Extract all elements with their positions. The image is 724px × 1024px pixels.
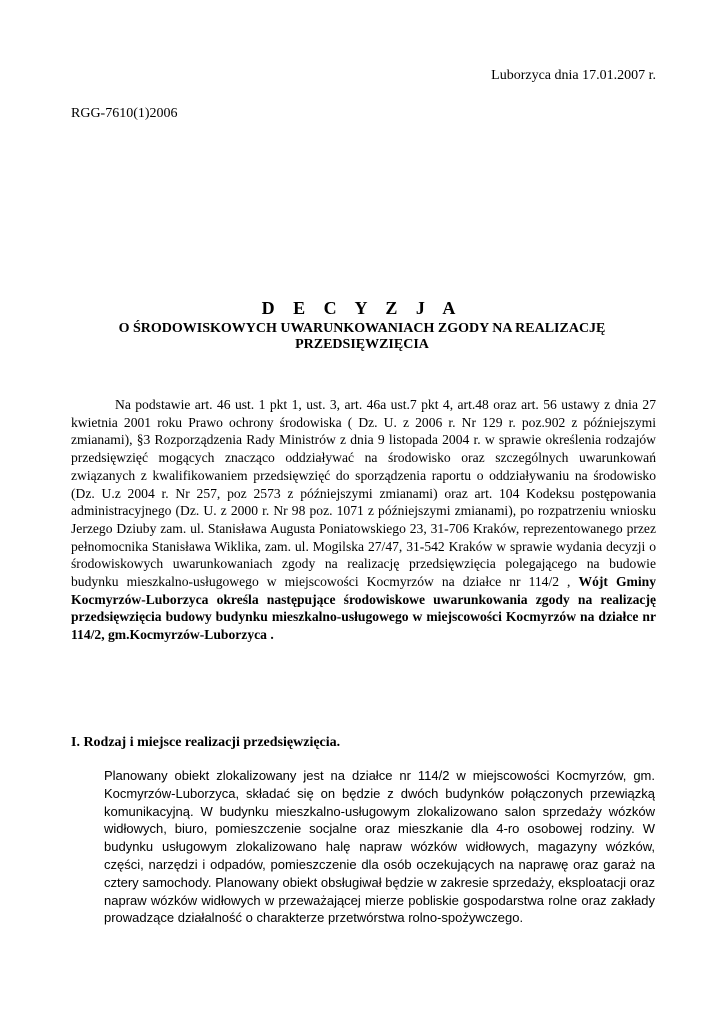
legal-basis-text: Na podstawie art. 46 ust. 1 pkt 1, ust. 3, art. 46a ust.7 pkt 4, art.48 oraz art. 56 ustawy z dnia 27 kwietnia 2001 roku Prawo ochrony środowiska ( Dz. U. z 2006 r. Nr 129 r. poz.902 z późniejszymi zmianami), §3 Rozporządzenia Rady Ministrów z dnia 9 listopada 2004 r. w sprawie określenia rodzajów przedsięwzięć mogących znacząco oddziaływać na środowisko oraz szczególnych uwarunkowań związanych z kwalifikowaniem przedsięwzięć do sporządzenia raportu o oddziaływaniu na środowisko (Dz. U.z 2004 r. Nr 257, poz 2573 z późniejszymi zmianami) oraz art. 104 Kodeksu postępowania administracyjnego (Dz. U. z 2000 r. Nr 98 poz. 1071 z późniejszymi zmianami), po rozpatrzeniu wniosku Jerzego Dziuby zam. ul. Stanisława Augusta Poniatowskiego 23, 31-706 Kraków, reprezentowanego przez pełnomocnika Stanisława Wiklika, zam. ul. Mogilska 27/47, 31-542 Kraków w sprawie wydania decyzji o środowiskowych uwarunkowaniach zgody na realizację przedsięwzięcia polegającego na budowie budynku mieszkalno-usługowego w miejscowości Kocmyrzów na działce nr 114/2 , <box>71 397 656 590</box>
legal-basis-paragraph <box>71 396 656 644</box>
decision-statement: Wójt Gminy Kocmyrzów-Luborzyca określa następujące środowiskowe uwarunkowania zgody na realizację przedsięwzięcia budowy budynku mieszkalno-usługowego w miejscowości Kocmyrzów na działce nr 114/2, gm.Kocmyrzów-Luborzyca . <box>71 574 656 643</box>
document-subtitle-line-2: PRZEDSIĘWZIĘCIA <box>295 337 429 352</box>
title-block <box>0 298 724 353</box>
document-subtitle-line-1: O ŚRODOWISKOWYCH UWARUNKOWANIACH ZGODY NA REALIZACJĘ <box>118 321 606 336</box>
place-date: Luborzyca dnia 17.01.2007 r. <box>491 68 656 83</box>
case-reference-number: RGG-7610(1)2006 <box>71 106 178 121</box>
document-title: D E C Y Z J A <box>261 298 463 318</box>
section-body-paragraph: Planowany obiekt zlokalizowany jest na działce nr 114/2 w miejscowości Kocmyrzów, gm. Kocmyrzów-Luborzyca, składać się on będzie z dwóch budynków połączonych przewiązką komunikacyjną. W budynku mieszkalno-usługowym zlokalizowano salon sprzedaży wózków widłowych, biuro, pomieszczenie socjalne oraz mieszkanie dla 4-ro osobowej rodziny. W budynku usługowym zlokalizowano halę napraw wózków widłowych, magazyny wózków, części, narzędzi i odpadów, pomieszczenie dla osób oczekujących na naprawę oraz garaż na cztery samochody. Planowany obiekt obsługiwał będzie w zakresie sprzedaży, eksploatacji oraz napraw wózków widłowych w przeważającej mierze pobliskie gospodarstwa rolne oraz zakłady prowadzące działalność o charakterze przetwórstwa rolno-spożywczego. <box>104 768 655 926</box>
section-heading: I. Rodzaj i miejsce realizacji przedsięwzięcia. <box>71 735 341 750</box>
